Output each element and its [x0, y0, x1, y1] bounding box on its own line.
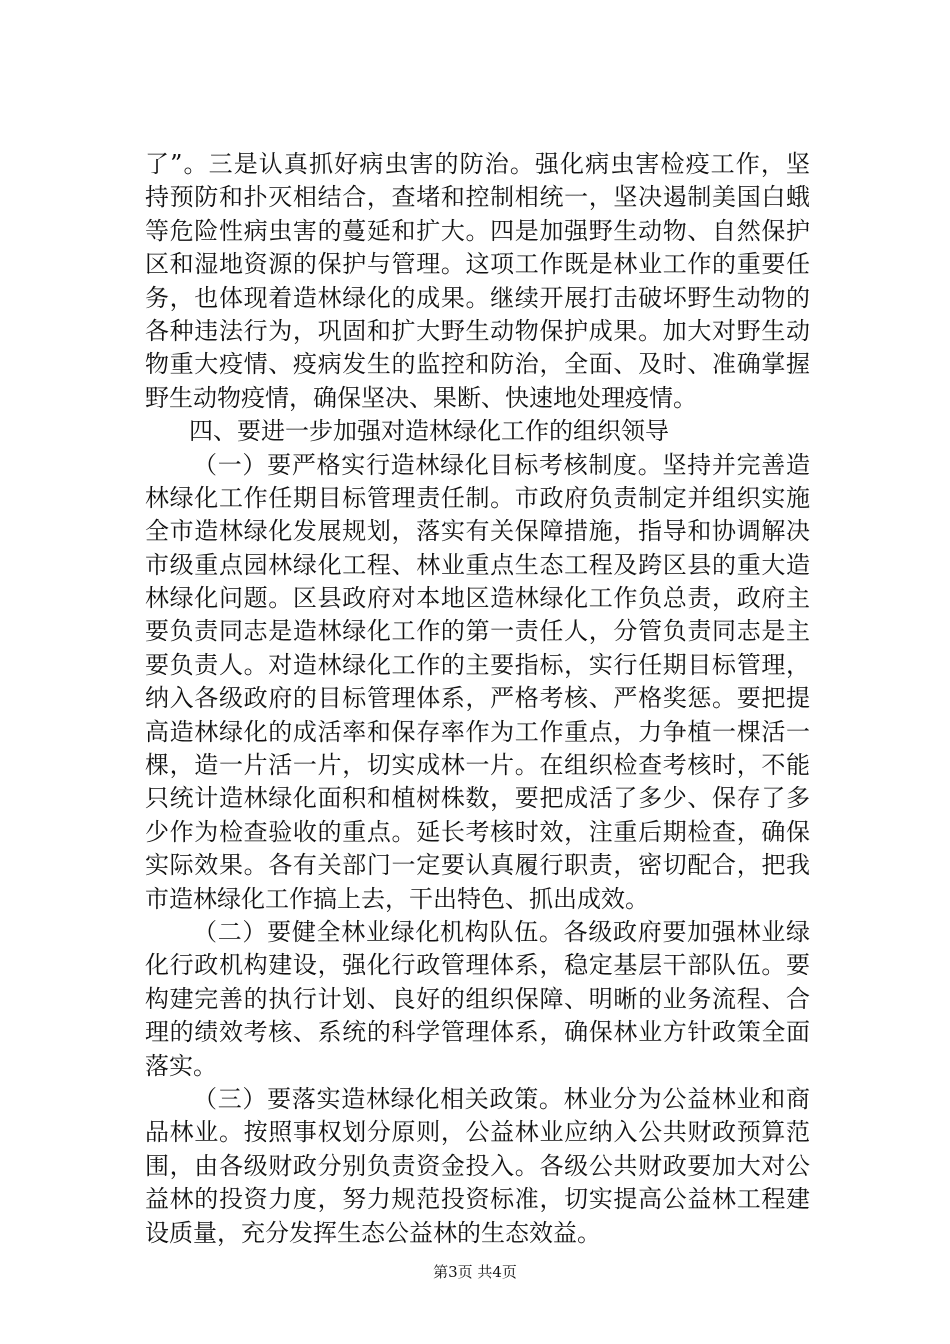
text-line: 市级重点园林绿化工程、林业重点生态工程及跨区县的重大造	[145, 550, 810, 579]
section-heading: 四、要进一步加强对造林绿化工作的组织领导	[189, 417, 669, 446]
text-line: 等危险性病虫害的蔓延和扩大。四是加强野生动物、自然保护	[145, 216, 810, 245]
text-line: 林绿化问题。区县政府对本地区造林绿化工作负总责，政府主	[145, 584, 810, 613]
text-line: 实际效果。各有关部门一定要认真履行职责，密切配合，把我	[145, 851, 810, 880]
text-line: 要负责人。对造林绿化工作的主要指标，实行任期目标管理，	[145, 650, 810, 679]
text-line: 棵，造一片活一片，切实成林一片。在组织检查考核时，不能	[145, 751, 810, 780]
text-line: 林绿化工作任期目标管理责任制。市政府负责制定并组织实施	[145, 483, 810, 512]
text-line: 少作为检查验收的重点。延长考核时效，注重后期检查，确保	[145, 817, 810, 846]
text-line: 市造林绿化工作搞上去，干出特色、抓出成效。	[145, 884, 649, 913]
text-line: 野生动物疫情，确保坚决、果断、快速地处理疫情。	[145, 383, 697, 412]
text-line: 只统计造林绿化面积和植树株数，要把成活了多少、保存了多	[145, 784, 810, 813]
text-line: 高造林绿化的成活率和保存率作为工作重点，力争植一棵活一	[145, 717, 810, 746]
page-footer: 第3页 共4页	[433, 1263, 517, 1281]
text-line: 各种违法行为，巩固和扩大野生动物保护成果。加大对野生动	[145, 316, 810, 345]
text-line: 围，由各级财政分别负责资金投入。各级公共财政要加大对公	[145, 1151, 810, 1180]
text-line: 品林业。按照事权划分原则，公益林业应纳入公共财政预算范	[145, 1118, 810, 1147]
text-line: 益林的投资力度，努力规范投资标准，切实提高公益林工程建	[145, 1185, 810, 1214]
text-line: （二）要健全林业绿化机构队伍。各级政府要加强林业绿	[193, 917, 810, 946]
text-line: 持预防和扑灭相结合，查堵和控制相统一，坚决遏制美国白蛾	[145, 183, 810, 212]
text-line: 务，也体现着造林绿化的成果。继续开展打击破坏野生动物的	[145, 283, 810, 312]
text-line: 物重大疫情、疫病发生的监控和防治，全面、及时、准确掌握	[145, 350, 810, 379]
text-line: 区和湿地资源的保护与管理。这项工作既是林业工作的重要任	[145, 250, 810, 279]
text-line: 要负责同志是造林绿化工作的第一责任人，分管负责同志是主	[145, 617, 810, 646]
document-body	[145, 148, 810, 1250]
text-line: （三）要落实造林绿化相关政策。林业分为公益林业和商	[193, 1084, 810, 1113]
text-line: 全市造林绿化发展规划，落实有关保障措施，指导和协调解决	[145, 517, 810, 546]
text-line: （一）要严格实行造林绿化目标考核制度。坚持并完善造	[193, 450, 810, 479]
text-line: 设质量，充分发挥生态公益林的生态效益。	[145, 1218, 601, 1247]
text-line: 了”。三是认真抓好病虫害的防治。强化病虫害检疫工作，坚	[145, 150, 810, 178]
text-line: 构建完善的执行计划、良好的组织保障、明晰的业务流程、合	[145, 984, 810, 1013]
text-line: 化行政机构建设，强化行政管理体系，稳定基层干部队伍。要	[145, 951, 810, 980]
text-line: 纳入各级政府的目标管理体系，严格考核、严格奖惩。要把提	[145, 684, 810, 713]
text-line: 落实。	[145, 1051, 217, 1080]
text-line: 理的绩效考核、系统的科学管理体系，确保林业方针政策全面	[145, 1018, 810, 1047]
